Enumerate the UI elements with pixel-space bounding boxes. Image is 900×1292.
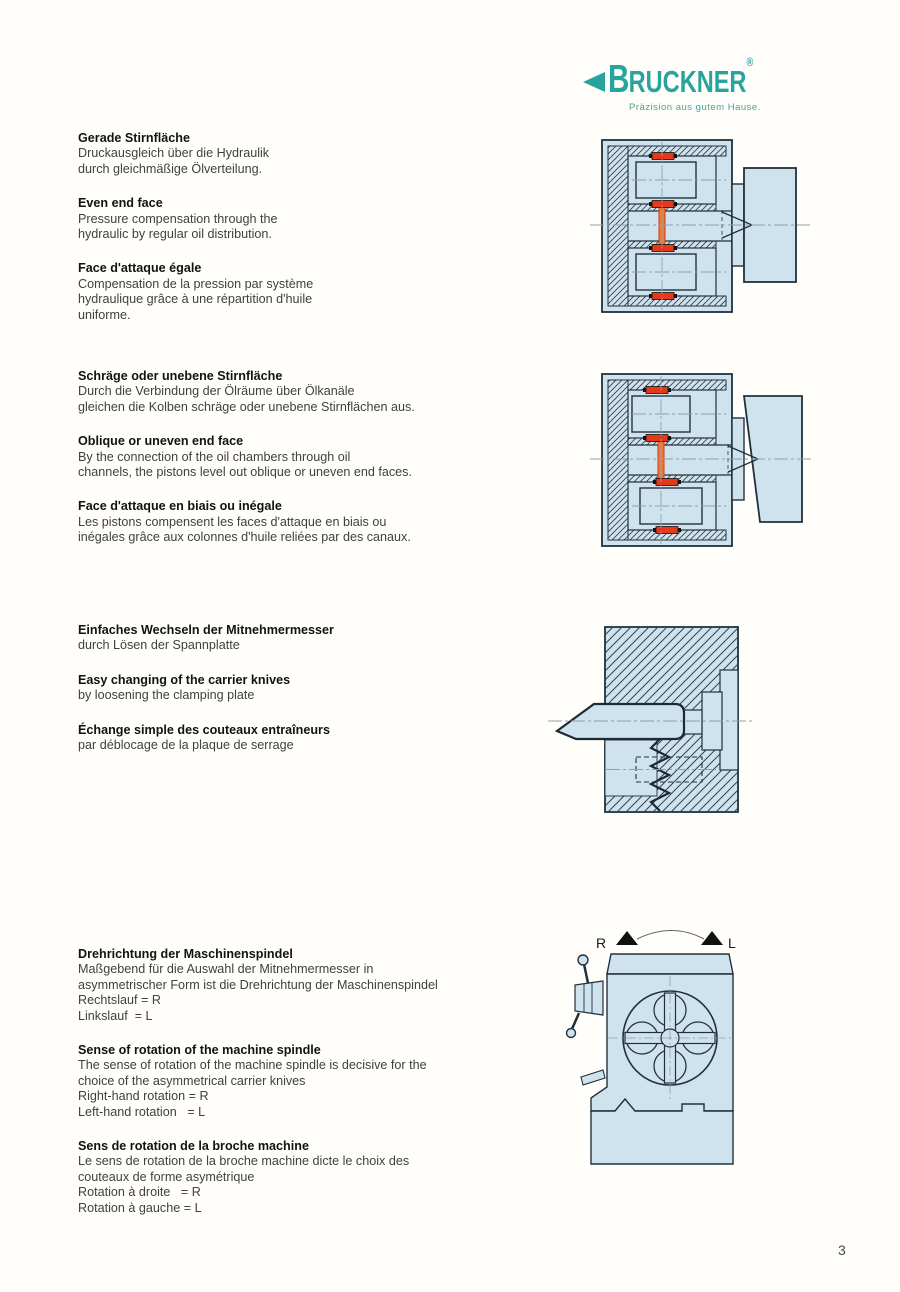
heading-en: Even end face: [78, 196, 163, 211]
text-block-fr: [78, 1139, 518, 1216]
text-line: Pressure compensation through the: [78, 211, 278, 226]
text-block-en: [78, 673, 518, 704]
text-line: Rotation à droite = R: [78, 1185, 201, 1200]
text-block-en: [78, 1043, 518, 1120]
brand-name: [608, 55, 753, 102]
section-even-end-face: [78, 131, 518, 342]
machine-headstock: [567, 954, 734, 1164]
text-line: uniforme.: [78, 307, 131, 322]
brand-name-initial: B: [608, 58, 629, 101]
heading-fr: Face d'attaque en biais ou inégale: [78, 499, 282, 514]
text-block-de: [78, 131, 518, 177]
text-line: Linkslauf = L: [78, 1008, 153, 1023]
text-line: Les pistons compensent les faces d'attaque en biais ou: [78, 514, 387, 529]
text-line: The sense of rotation of the machine spindle is decisive for the: [78, 1058, 427, 1073]
heading-de: Drehrichtung der Maschinenspindel: [78, 947, 293, 961]
text-line: par déblocage de la plaque de serrage: [78, 738, 294, 753]
rotation-arc: [637, 931, 704, 940]
hydraulic-chuck-section: [602, 374, 802, 546]
text-block-fr: [78, 499, 518, 545]
hydraulic-chuck-section: [602, 140, 796, 312]
figure-carrier-knife-clamping: [548, 620, 758, 820]
heading-fr: Échange simple des couteaux entraîneurs: [78, 722, 330, 737]
text-line: couteaux de forme asymétrique: [78, 1169, 255, 1184]
rotation-label-right: R: [596, 935, 607, 951]
text-block-en: [78, 196, 518, 242]
text-line: hydraulic by regular oil distribution.: [78, 227, 272, 242]
brand-name-rest: RUCKNER: [628, 64, 747, 99]
heading-fr: Sens de rotation de la broche machine: [78, 1139, 309, 1154]
text-line: Left-hand rotation = L: [78, 1104, 206, 1119]
page-number: 3: [838, 1242, 846, 1258]
arrowhead-left-rotation-icon: [701, 931, 723, 945]
rotation-label-left: L: [728, 935, 736, 951]
text-line: Compensation de la pression par système: [78, 276, 314, 291]
text-line: Durch die Verbindung der Ölräume über Ölkanäle: [78, 384, 355, 399]
text-line: durch Lösen der Spannplatte: [78, 638, 240, 653]
text-line: Maßgebend für die Auswahl der Mitnehmermesser in: [78, 962, 374, 977]
text-line: channels, the pistons level out oblique or uneven end faces.: [78, 465, 412, 480]
text-block-en: [78, 434, 518, 480]
lever-bracket: [575, 981, 603, 1015]
text-line: By the connection of the oil chambers through oil: [78, 449, 351, 464]
body-step: [720, 670, 738, 770]
heading-de: Einfaches Wechseln der Mitnehmermesser: [78, 623, 334, 637]
text-block-fr: [78, 723, 518, 754]
brand-logo: [583, 55, 799, 113]
lever-knob: [578, 955, 588, 965]
heading-de: Gerade Stirnfläche: [78, 131, 190, 145]
heading-en: Easy changing of the carrier knives: [78, 672, 291, 687]
rotation-direction-indicator: [596, 931, 736, 952]
heading-de: Schräge oder unebene Stirnfläche: [78, 369, 283, 383]
text-block-de: [78, 623, 518, 654]
arrowhead-right-rotation-icon: [616, 931, 638, 945]
section-spindle-rotation: [78, 947, 518, 1235]
text-line: hydraulique grâce à une répartition d'huile: [78, 292, 313, 307]
text-line: durch gleichmäßige Ölverteilung.: [78, 161, 263, 176]
figure-even-end-face: [588, 132, 813, 317]
headstock-top-face: [607, 954, 733, 974]
text-block-fr: [78, 261, 518, 323]
carrier-knife: [557, 704, 684, 739]
side-tab: [581, 1070, 605, 1085]
figure-oblique-end-face: [588, 366, 818, 556]
logo-arrow-icon: [583, 72, 605, 92]
heading-en: Oblique or uneven end face: [78, 434, 244, 449]
text-line: Rotation à gauche = L: [78, 1200, 202, 1215]
text-block-de: [78, 369, 518, 415]
heading-fr: Face d'attaque égale: [78, 261, 202, 276]
clamping-plate-section: [557, 627, 738, 812]
text-line: asymmetrischer Form ist die Drehrichtung der Maschinenspindel: [78, 977, 438, 992]
text-line: gleichen die Kolben schräge oder unebene Stirnflächen aus.: [78, 399, 415, 414]
brand-tagline: Präzision aus gutem Hause.: [629, 102, 761, 113]
text-line: Rechtslauf = R: [78, 993, 161, 1008]
text-line: Right-hand rotation = R: [78, 1089, 209, 1104]
section-knife-changing: [78, 623, 518, 772]
registered-trademark-icon: ®: [746, 55, 754, 69]
text-line: inégales grâce aux colonnes d'huile reliées par des canaux.: [78, 530, 411, 545]
lever-knob: [567, 1029, 576, 1038]
text-block-de: [78, 947, 518, 1024]
pocket: [605, 740, 657, 796]
section-oblique-end-face: [78, 369, 518, 565]
text-line: choice of the asymmetrical carrier knives: [78, 1073, 306, 1088]
text-line: by loosening the clamping plate: [78, 688, 255, 703]
text-line: Druckausgleich über die Hydraulik: [78, 146, 270, 161]
heading-en: Sense of rotation of the machine spindle: [78, 1043, 321, 1058]
text-line: Le sens de rotation de la broche machine dicte le choix des: [78, 1154, 410, 1169]
hand-lever-arm: [584, 964, 588, 983]
figure-spindle-rotation: [558, 926, 743, 1176]
hand-lever-arm: [572, 1013, 579, 1029]
